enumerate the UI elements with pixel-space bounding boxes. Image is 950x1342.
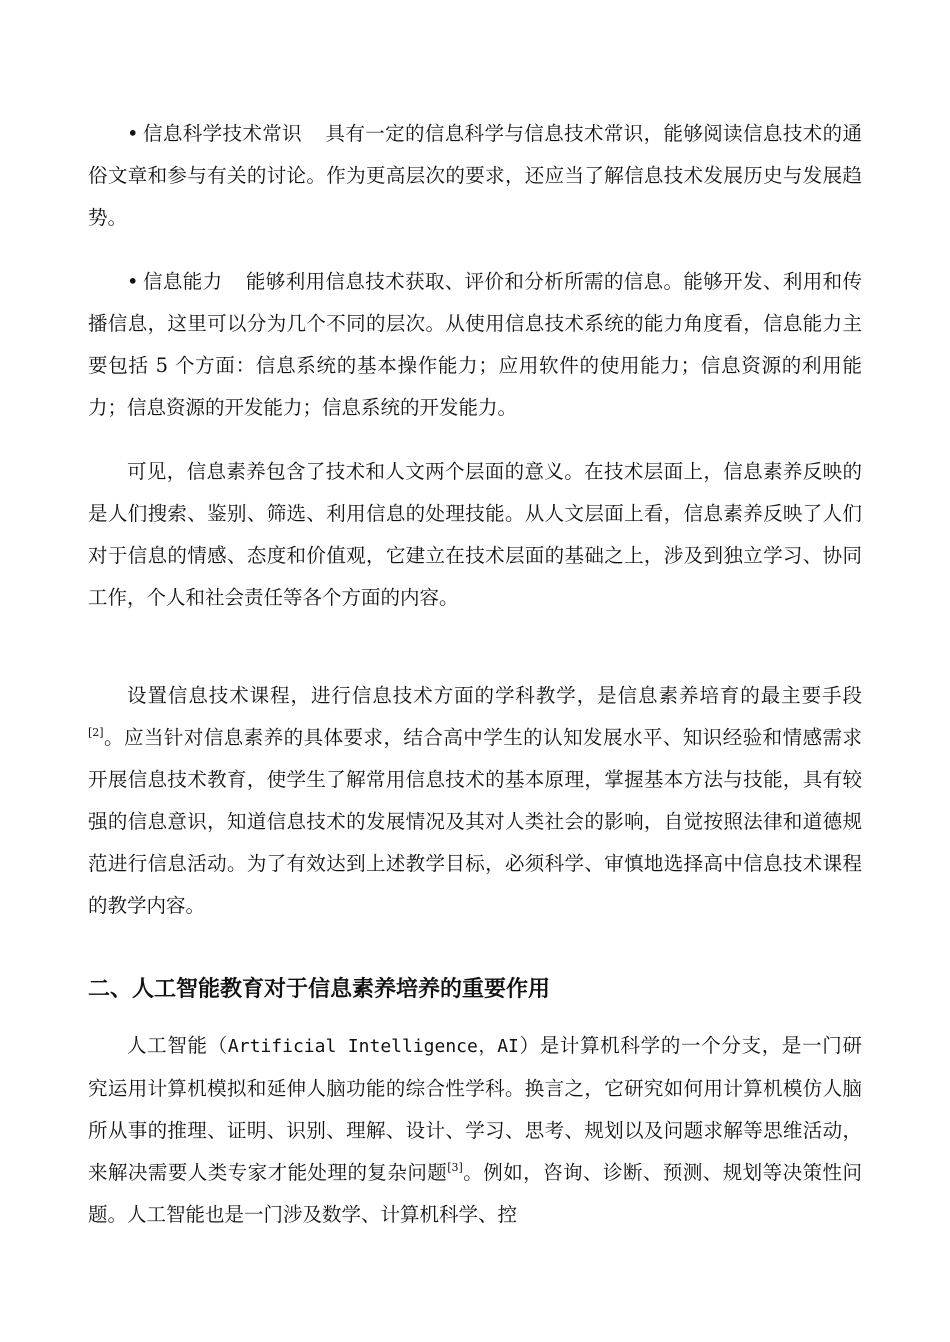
paragraph-latin-term: Artificial Intelligence，AI — [227, 1036, 519, 1057]
paragraph-text: 设置信息技术课程，进行信息技术方面的学科教学，是信息素养培育的最主要手段 — [127, 684, 862, 707]
section-heading: 二、人工智能教育对于信息素养培养的重要作用 — [88, 977, 551, 1002]
paragraph-curriculum — [88, 675, 862, 927]
paragraph-info-science-knowledge — [88, 113, 862, 239]
paragraph-text: 人工智能（ — [127, 1034, 228, 1057]
bullet-marker: • — [127, 270, 139, 293]
paragraph-info-ability — [88, 261, 862, 429]
paragraph-term: 信息科学技术常识 — [142, 122, 303, 145]
paragraph-term: 信息能力 — [142, 270, 223, 293]
paragraph-text: 可见，信息素养包含了技术和人文两个层面的意义。在技术层面上，信息素养反映的是人们搜索、鉴别、筛选、利用信息的处理技能。从人文层面上看，信息素养反映了人们对于信息的情感、态度和价值观，它建立在技术层面的基础之上，涉及到独立学习、协同工作，个人和社会责任等各个方面的内容。 — [88, 460, 862, 609]
paragraph-text: 能够利用信息技术获取、评价和分析所需的信息。能够开发、利用和传播信息，这里可以分为几个不同的层次。从使用信息技术系统的能力角度看，信息能力主要包括 5 个方面：信息系统的基本操作能力；应用软件的使用能力；信息资源的利用能力；信息资源的开发能力；信息系统的开发能力。 — [88, 270, 862, 419]
paragraph-text: 。应当针对信息素养的具体要求，结合高中学生的认知发展水平、知识经验和情感需求开展信息技术教育，使学生了解常用信息技术的基本原理，掌握基本方法与技能，具有较强的信息意识，知道信息技术的发展情况及其对人类社会的影响，自觉按照法律和道德规范进行信息活动。为了有效达到上述教学目标，必须科学、审慎地选择高中信息技术课程的教学内容。 — [88, 726, 862, 917]
paragraph-ai-definition — [88, 1025, 862, 1236]
paragraph-text: 。例如，咨询、诊断、预测、规划等决策性问题。人工智能也是一门涉及数学、计算机科学、控 — [88, 1161, 862, 1226]
paragraph-text: 具有一定的信息科学与信息技术常识，能够阅读信息技术的通俗文章和参与有关的讨论。作为更高层次的要求，还应当了解信息技术发展历史与发展趋势。 — [88, 122, 862, 229]
citation-marker: [3] — [447, 1161, 463, 1174]
paragraph-summary — [88, 451, 862, 619]
paragraph-text: ）是计算机科学的一个分支，是一门研究运用计算机模拟和延伸人脑功能的综合性学科。换言之，它研究如何用计算机模仿人脑所从事的推理、证明、识别、理解、设计、学习、思考、规划以及问题求解等思维活动，来解决需要人类专家才能处理的复杂问题 — [88, 1034, 862, 1184]
citation-marker: [2] — [88, 726, 104, 739]
bullet-marker: • — [127, 122, 139, 145]
